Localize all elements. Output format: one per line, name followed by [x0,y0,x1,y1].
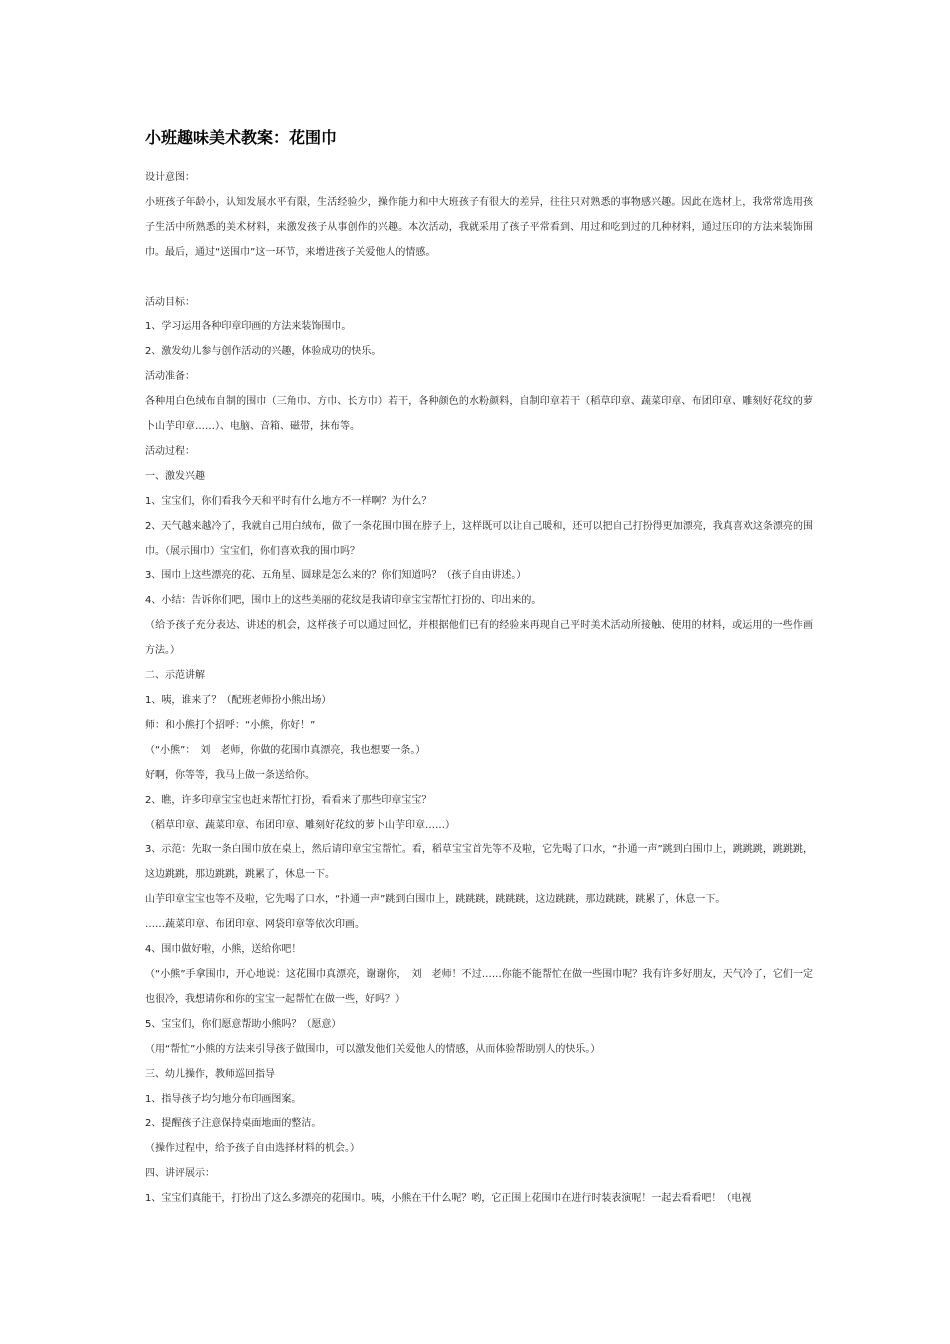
paragraph: 师：和小熊打个招呼：“小熊，你好！” [145,719,316,731]
paragraph: 2、天气越来越冷了，我就自己用白绒布，做了一条花围巾围在脖子上，这样既可以让自己暖和，还可以把自己打扮得更加漂亮，我真喜欢这条漂亮的围巾。（展示围巾）宝宝们，你们喜欢我的围巾吗？ [145,520,813,557]
document-title: 小班趣味美术教案：花围巾 [145,128,338,147]
paragraph: 好啊，你等等，我马上做一条送给你。 [145,769,315,781]
document-page [145,127,813,1212]
paragraph: 活动目标： [145,296,195,308]
paragraph: 1、咦，谁来了？（配班老师扮小熊出场） [145,695,332,707]
paragraph: 四、讲评展示： [145,1168,215,1180]
paragraph: 1、宝宝们真能干，打扮出了这么多漂亮的花围巾。咦，小熊在干什么呢？哟，它正围上花围巾在进行时装表演呢！一起去看看吧！（电视 [145,1193,752,1205]
paragraph: （“小熊”手拿围巾，开心地说：这花围巾真漂亮，谢谢你， 刘 老师！不过……你能不能帮忙在做一些围巾呢？我有许多好朋友，天气冷了，它们一定也很冷，我想请你和你的宝宝一起帮忙在做一些，好吗？） [145,968,813,1005]
paragraph: 活动准备： [145,371,195,383]
paragraph: 1、指导孩子均匀地分布印画图案。 [145,1093,302,1105]
paragraph-spacer [145,266,813,291]
paragraph: 活动过程： [145,445,195,457]
paragraph: 山芋印章宝宝也等不及啦，它先喝了口水，“扑通一声”跳到白围巾上，跳跳跳，跳跳跳，这边跳跳，那边跳跳，跳累了，休息一下。 [145,894,726,906]
paragraph: （操作过程中，给予孩子自由选择材料的机会。） [145,1143,360,1155]
paragraph: 一、激发兴趣 [145,470,205,482]
paragraph: 三、幼儿操作，教师巡回指导 [145,1068,275,1080]
paragraph: （用“帮忙”小熊的方法来引导孩子做围巾，可以激发他们关爱他人的情感，从而体验帮助别人的快乐。） [145,1043,601,1055]
paragraph: 3、示范：先取一条白围巾放在桌上，然后请印章宝宝帮忙。看，稻草宝宝首先等不及啦，它先喝了口水，“扑通一声”跳到白围巾上，跳跳跳，跳跳跳，这边跳跳，那边跳跳，跳累了，休息一下。 [145,844,813,881]
paragraph: 设计意图： [145,172,195,183]
paragraph: 1、学习运用各种印章印画的方法来装饰围巾。 [145,321,352,333]
paragraph: 2、瞧，许多印章宝宝也赶来帮忙打扮，看看来了那些印章宝宝？ [145,794,432,806]
paragraph: 2、提醒孩子注意保持桌面地面的整洁。 [145,1118,322,1130]
paragraph: 4、围巾做好啦，小熊，送给你吧！ [145,944,302,956]
paragraph: 各种用白色绒布自制的围巾（三角巾、方巾、长方巾）若干，各种颜色的水粉颜料，自制印章若干（稻草印章、蔬菜印章、布团印章、雕刻好花纹的萝卜山芋印章……）、电脑、音箱、磁带，抹布等。 [145,396,813,433]
paragraph: （给予孩子充分表达、讲述的机会，这样孩子可以通过回忆，并根据他们已有的经验来再现自己平时美术活动所接触、使用的材料，或运用的一些作画方法。） [145,620,813,657]
paragraph: 二、示范讲解 [145,670,205,682]
paragraph: 4、小结：告诉你们吧，围巾上的这些美丽的花纹是我请印章宝宝帮忙打扮的、印出来的。 [145,595,542,607]
paragraph: 5、宝宝们，你们愿意帮助小熊吗？（愿意） [145,1018,342,1030]
paragraph: （稻草印章、蔬菜印章、布团印章、雕刻好花纹的萝卜山芋印章……） [145,819,455,831]
paragraph: 2、激发幼儿参与创作活动的兴趣，体验成功的快乐。 [145,346,382,358]
paragraph: 3、围巾上这些漂亮的花、五角星、圆球是怎么来的？你们知道吗？（孩子自由讲述。） [145,570,527,582]
paragraph: 小班孩子年龄小，认知发展水平有限，生活经验少，操作能力和中大班孩子有很大的差异，往往只对熟悉的事物感兴趣。因此在选材上，我常常选用孩子生活中所熟悉的美术材料，来激发孩子从事创作的兴趣。本次活动，我就采用了孩子平常看到、用过和吃到过的几种材料，通过压印的方法来装饰围巾。最后，通过“送围巾”这一环节，来增进孩子关爱他人的情感。 [145,196,813,258]
paragraph: （“小熊”： 刘 老师，你做的花围巾真漂亮，我也想要一条。） [145,744,426,756]
paragraph: 1、宝宝们，你们看我今天和平时有什么地方不一样啊？为什么？ [145,495,432,507]
paragraph: ……蔬菜印章、布团印章、网袋印章等依次印画。 [145,919,365,931]
document-body [145,166,813,1212]
